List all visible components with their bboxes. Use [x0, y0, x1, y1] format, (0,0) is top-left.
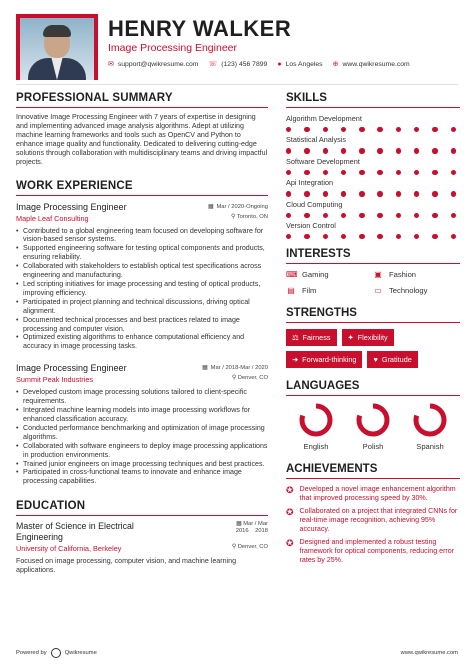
job-company: Summit Peak Industries [16, 375, 94, 385]
languages-heading: LANGUAGES [286, 380, 460, 396]
footer-brand [16, 648, 97, 658]
education-degree: Master of Science in Electrical Engineering [16, 521, 134, 542]
contact-website[interactable]: www.qwikresume.com [342, 60, 410, 68]
interest-item [286, 270, 373, 279]
profile-photo [20, 18, 94, 80]
rating-dot [323, 234, 328, 239]
job-location [231, 214, 268, 223]
skill-item [286, 200, 460, 218]
phone-icon: ☏ [208, 61, 218, 68]
rating-dot [341, 127, 346, 132]
skill-name: Statistical Analysis [286, 135, 347, 145]
rating-dot [286, 213, 291, 218]
mail-icon: ✉ [108, 61, 114, 68]
rating-dot [304, 170, 309, 175]
job-bullet: • Documented technical processes and best practices related to image processing and computer vision. [16, 316, 268, 334]
rating-dot [359, 148, 364, 153]
skill-item [286, 178, 460, 196]
job-sub [16, 375, 268, 384]
education-heading: EDUCATION [16, 500, 268, 516]
interest-item [286, 286, 373, 295]
job-title: Image Processing Engineer [16, 201, 127, 212]
job-list [16, 202, 268, 487]
rating-dot [432, 127, 437, 132]
rating-dot [451, 170, 456, 175]
laptop-icon: ▭ [374, 286, 382, 296]
arrow-icon: ➜ [292, 355, 299, 365]
rating-dot [323, 191, 328, 196]
interest-label: Film [302, 286, 317, 296]
language-name: Spanish [416, 442, 444, 452]
skill-name: Cloud Computing [286, 199, 343, 209]
right-column [286, 92, 460, 569]
rating-dot [377, 213, 382, 218]
rating-dot [451, 213, 456, 218]
strength-tag [286, 329, 337, 346]
job-entry [16, 202, 268, 352]
location-pin-icon: ⚲ [231, 544, 237, 551]
footer-powered-by: Powered by [16, 650, 47, 656]
job-bullet: • Contributed to a global engineering team focused on developing software for vision-based sensor systems. [16, 227, 268, 245]
interest-item [373, 286, 460, 295]
trophy-icon: ✪ [286, 537, 294, 548]
calendar-icon: ▦ [236, 521, 242, 528]
education-sub [16, 544, 268, 553]
language-level-ring [355, 402, 391, 438]
rating-dot [286, 127, 291, 132]
rating-dot [304, 127, 309, 132]
scales-icon: ⚖ [292, 333, 299, 343]
job-bullet: • Conducted performance benchmarking and optimization of image processing algorithms. [16, 424, 268, 442]
contact-email[interactable]: support@qwikresume.com [117, 60, 199, 68]
education-school: University of California, Berkeley [16, 544, 122, 554]
skill-rating [286, 213, 456, 218]
rating-dot [341, 234, 346, 239]
rating-dot [377, 234, 382, 239]
calendar-icon: ▦ [202, 365, 208, 372]
language-item [402, 402, 458, 451]
strength-tag [367, 351, 417, 368]
footer-website[interactable]: www.qwikresume.com [400, 650, 458, 656]
rating-dot [451, 148, 456, 153]
rating-dot [414, 213, 419, 218]
skill-name: Api Integration [286, 178, 334, 188]
rating-dot [286, 234, 291, 239]
job-bullet: • Integrated machine learning models into image processing workflows for enhanced classification accuracy. [16, 406, 268, 424]
skills-heading: SKILLS [286, 92, 460, 108]
language-item [288, 402, 344, 451]
job-dates [208, 202, 268, 210]
achievement-item [286, 538, 460, 565]
contact-location: Los Angeles [285, 60, 323, 68]
job-header [16, 363, 268, 373]
rating-dot [304, 234, 309, 239]
rating-dot [286, 148, 291, 153]
header-divider [16, 84, 458, 85]
rating-dot [414, 148, 419, 153]
language-name: English [303, 442, 329, 452]
job-bullet: • Collaborated with stakeholders to establish optical test specifications across engineering and manufacturing. [16, 262, 268, 280]
job-bullet: • Optimized existing algorithms to enhance computational efficiency and accuracy in image processing tasks. [16, 333, 268, 351]
qwikresume-logo-icon [51, 648, 61, 658]
education-dates: ▦ Mar / Mar 2016 2018 [235, 521, 268, 535]
rating-dot [377, 148, 382, 153]
achievement-text: Designed and implemented a robust testing framework for optical components, reducing error rates by 25%. [299, 537, 455, 564]
skill-rating [286, 170, 456, 175]
job-location-text: Denver, CO [237, 375, 268, 382]
skills-list [286, 114, 460, 239]
rating-dot [396, 127, 401, 132]
rating-dot [341, 148, 346, 153]
rating-dot [414, 127, 419, 132]
job-bullet: • Participated in cross-functional teams to innovate and enhance image processing capabilities. [16, 468, 268, 486]
summary-text: Innovative Image Processing Engineer with 7 years of expertise in designing and implementing advanced image analysis algorithms. Adept at utilizing machine learning frameworks and tools such as OpenCV and Python to enhance image quality and functionality. Dedicated to delivering cutting-edge solutions through collaboration with multidisciplinary teams and driving impactful projects. [16, 113, 268, 167]
achievement-item [286, 485, 460, 503]
contact-phone: (123) 456 7899 [221, 60, 268, 68]
language-item [345, 402, 401, 451]
job-date-text: Mar / 2018-Mar / 2020 [210, 365, 268, 372]
rating-dot [432, 191, 437, 196]
strength-tag [342, 329, 394, 346]
shirt-icon: ▣ [374, 270, 382, 280]
strength-label: Fairness [302, 333, 331, 343]
job-bullet: • Collaborated with software engineers to deploy image processing applications in production environments. [16, 442, 268, 460]
strengths-heading: STRENGTHS [286, 307, 460, 323]
achievements-list [286, 485, 460, 564]
rating-dot [451, 191, 456, 196]
rating-dot [414, 170, 419, 175]
rating-dot [341, 213, 346, 218]
job-bullet: • Trained junior engineers on image processing techniques and best practices. [16, 460, 268, 469]
rating-dot [341, 170, 346, 175]
skill-rating [286, 234, 456, 239]
language-name: Polish [362, 442, 384, 452]
job-dates [202, 363, 268, 371]
language-level-ring [298, 402, 334, 438]
achievement-item [286, 507, 460, 534]
strength-label: Forward-thinking [302, 355, 357, 365]
rating-dot [396, 170, 401, 175]
skill-item [286, 221, 460, 239]
rating-dot [341, 191, 346, 196]
rating-dot [451, 127, 456, 132]
rating-dot [286, 191, 291, 196]
star-icon: ✦ [347, 333, 354, 343]
job-date-text: Mar / 2020-Ongoing [216, 203, 268, 210]
job-bullets [16, 388, 268, 486]
job-location-text: Toronto, ON [236, 213, 268, 220]
rating-dot [304, 148, 309, 153]
location-pin-icon: ⚲ [231, 375, 238, 382]
rating-dot [304, 191, 309, 196]
job-bullet: • Supported engineering software for testing optical components and products, ensuring reliability. [16, 244, 268, 262]
interest-item [373, 270, 460, 279]
interest-label: Gaming [302, 270, 329, 280]
rating-dot [432, 234, 437, 239]
interests-list [286, 270, 460, 295]
rating-dot [432, 170, 437, 175]
summary-heading: PROFESSIONAL SUMMARY [16, 92, 268, 108]
rating-dot [396, 148, 401, 153]
rating-dot [432, 148, 437, 153]
skill-name: Software Development [286, 156, 360, 166]
rating-dot [323, 127, 328, 132]
achievement-text: Collaborated on a project that integrated CNNs for real-time image recognition, achieving 95% accuracy. [299, 507, 458, 533]
experience-heading: WORK EXPERIENCE [16, 180, 268, 196]
achievement-text: Developed a novel image enhancement algorithm that improved processing speed by 30%. [299, 485, 456, 503]
job-bullets [16, 227, 268, 352]
strength-label: Gratitude [381, 355, 412, 365]
job-company: Maple Leaf Consulting [16, 213, 89, 223]
skill-item [286, 157, 460, 175]
candidate-name: HENRY WALKER [108, 16, 292, 41]
rating-dot [396, 191, 401, 196]
candidate-role: Image Processing Engineer [108, 42, 237, 54]
skill-name: Algorithm Development [286, 114, 362, 123]
location-pin-icon: ⚲ [230, 213, 237, 220]
interest-label: Technology [389, 286, 428, 296]
education-location: ⚲ Denver, CO [231, 544, 268, 551]
rating-dot [396, 213, 401, 218]
rating-dot [414, 234, 419, 239]
rating-dot [359, 234, 364, 239]
job-bullet: • Participated in project planning and technical discussions, driving optical alignment. [16, 298, 268, 316]
gamepad-icon: ⌨ [286, 270, 298, 280]
rating-dot [359, 127, 364, 132]
interest-label: Fashion [389, 270, 417, 280]
rating-dot [377, 170, 382, 175]
job-entry [16, 363, 268, 486]
rating-dot [323, 213, 328, 218]
footer-brand-name[interactable]: Qwikresume [64, 650, 97, 656]
rating-dot [359, 191, 364, 196]
language-level-ring [412, 402, 448, 438]
skill-item [286, 135, 460, 153]
job-title: Image Processing Engineer [16, 363, 127, 374]
heart-icon: ♥ [373, 355, 378, 365]
strength-label: Flexibility [357, 333, 388, 343]
job-location [232, 375, 268, 384]
skill-item [286, 114, 460, 132]
rating-dot [451, 234, 456, 239]
location-pin-icon: ● [277, 60, 282, 68]
rating-dot [432, 213, 437, 218]
page-footer [16, 646, 458, 660]
rating-dot [377, 191, 382, 196]
achievements-heading: ACHIEVEMENTS [286, 463, 460, 479]
calendar-icon: ▦ [207, 203, 214, 210]
strengths-list [286, 329, 460, 368]
job-sub [16, 214, 268, 223]
job-bullet: • Led scripting initiatives for image processing and testing of optical products, improving efficiency. [16, 280, 268, 298]
globe-icon: ⊕ [332, 61, 339, 68]
education-entry [16, 521, 268, 542]
rating-dot [323, 148, 328, 153]
rating-dot [414, 191, 419, 196]
strength-tag [286, 351, 362, 368]
profile-photo-frame [16, 14, 98, 80]
job-header [16, 202, 268, 212]
contact-row [108, 60, 410, 68]
job-bullet: • Developed custom image processing solutions tailored to client-specific requirements. [16, 388, 268, 406]
left-column [16, 92, 268, 575]
rating-dot [286, 170, 291, 175]
languages-list [286, 402, 460, 451]
rating-dot [359, 170, 364, 175]
education-description: Focused on image processing, computer vision, and machine learning applications. [16, 557, 237, 575]
trophy-icon: ✪ [286, 507, 294, 518]
resume-header [16, 14, 458, 92]
skill-name: Version Control [286, 220, 336, 230]
film-icon: ▤ [287, 286, 295, 296]
skill-rating [286, 191, 456, 196]
rating-dot [377, 127, 382, 132]
rating-dot [323, 170, 328, 175]
rating-dot [396, 234, 401, 239]
skill-rating [286, 148, 456, 153]
trophy-icon: ✪ [286, 485, 294, 496]
rating-dot [304, 213, 309, 218]
skill-rating [286, 127, 456, 132]
interests-heading: INTERESTS [286, 248, 460, 264]
rating-dot [359, 213, 364, 218]
